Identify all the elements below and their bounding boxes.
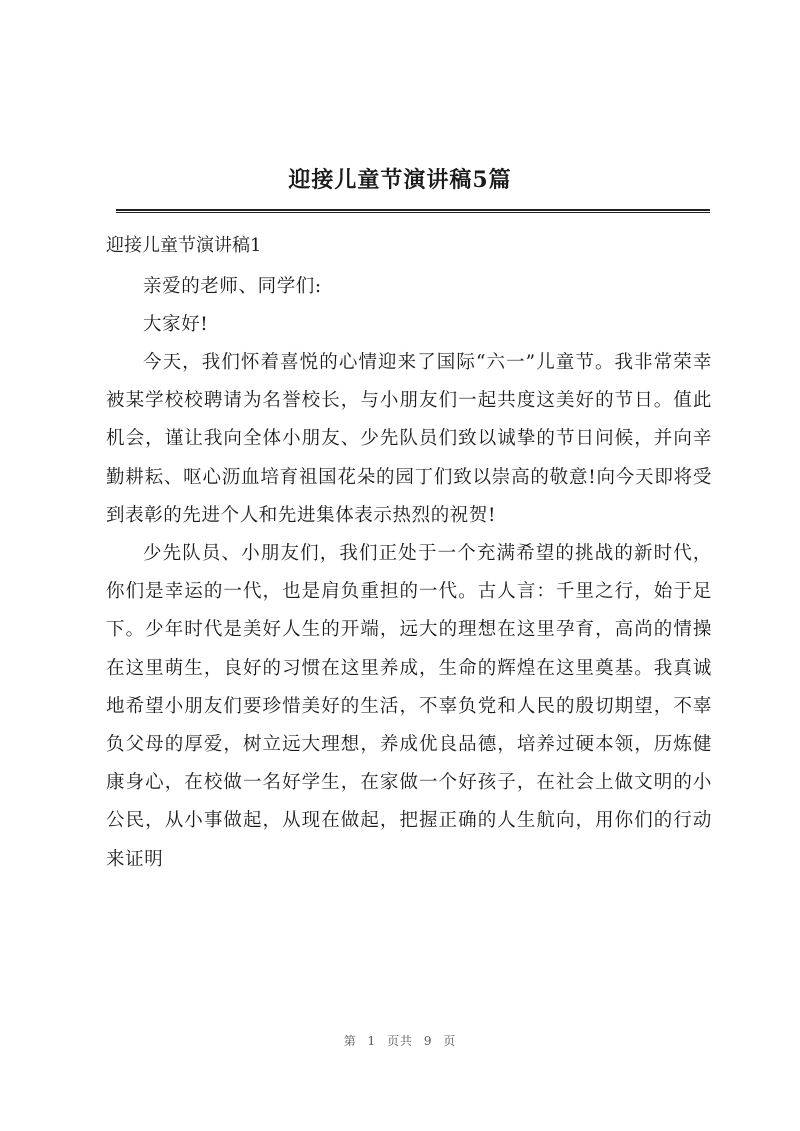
paragraph-salutation: 亲爱的老师、同学们: [143,276,322,297]
paragraph-greeting: 大家好! [143,314,209,335]
paragraph-opening: 今天，我们怀着喜悦的心情迎来了国际“六一”儿童节。我非常荣幸被某学校校聘请为名誉校长，与小朋友们一起共度这美好的节日。值此机会，谨让我向全体小朋友、少先队员们致以诚挚的节日问候，并向辛勤耕耘、呕心沥血培育祖国花朵的园丁们致以崇高的敬意!向今天即将受到表彰的先进个人和先进集体表示热烈的祝贺! [106,352,712,526]
page-footer: 第 1 页共 9 页 [343,1034,457,1048]
document-title: 迎接儿童节演讲稿5篇 [288,167,512,193]
section-heading: 迎接儿童节演讲稿1 [106,235,262,256]
paragraph-body: 少先队员、小朋友们，我们正处于一个充满希望的挑战的新时代，你们是幸运的一代，也是肩负重担的一代。古人言：千里之行，始于足下。少年时代是美好人生的开端，远大的理想在这里孕育，高尚的情操在这里萌生，良好的习惯在这里养成，生命的辉煌在这里奠基。我真诚地希望小朋友们要珍惜美好的生活，不辜负党和人民的殷切期望，不辜负父母的厚爱，树立远大理想，养成优良品德，培养过硬本领，历炼健康身心，在校做一名好学生，在家做一个好孩子，在社会上做文明的小公民，从小事做起，从现在做起，把握正确的人生航向，用你们的行动来证明 [106,543,712,870]
document-body [106,230,712,879]
title-divider [116,209,710,213]
